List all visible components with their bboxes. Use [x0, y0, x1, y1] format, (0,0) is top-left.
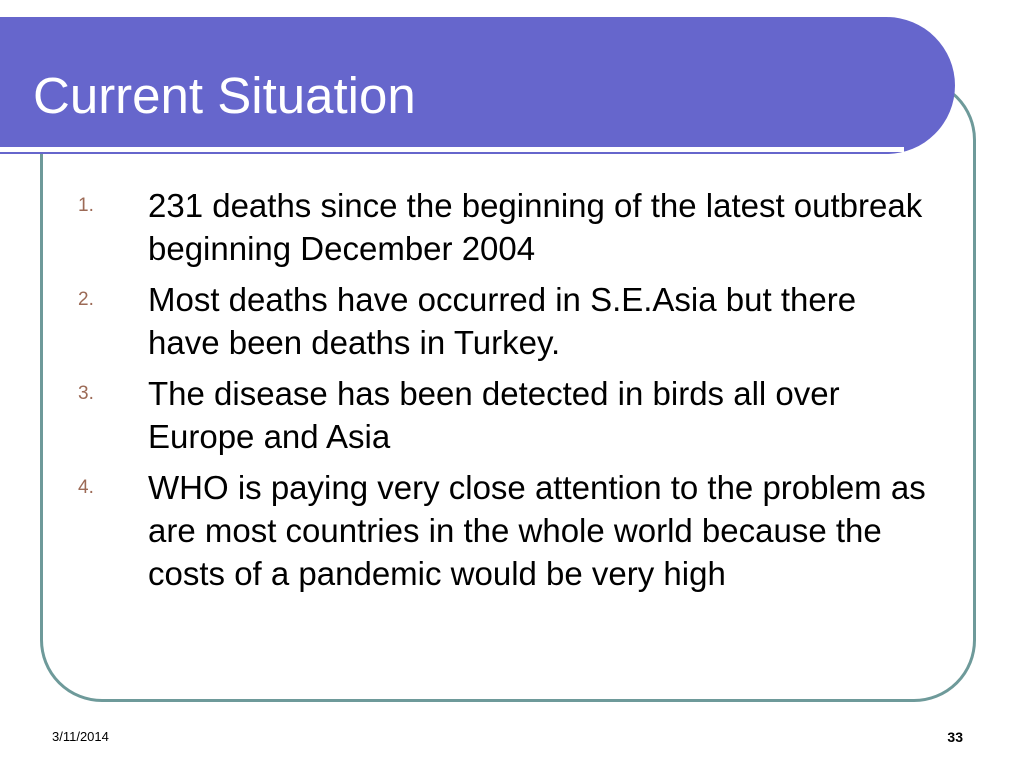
footer-date: 3/11/2014	[52, 729, 109, 744]
list-item	[72, 372, 932, 458]
list-item-number: 3.	[78, 383, 94, 404]
list-item-text: Most deaths have occurred in S.E.Asia but there have been deaths in Turkey.	[148, 281, 857, 361]
list-item	[72, 466, 932, 595]
list-item	[72, 184, 932, 270]
title-underline	[0, 147, 904, 152]
list-item-number: 2.	[78, 289, 94, 310]
list-item-number: 4.	[78, 477, 94, 498]
list-item-text: 231 deaths since the beginning of the latest outbreak beginning December 2004	[148, 187, 923, 267]
list-item-number: 1.	[78, 195, 94, 216]
list-item-text: WHO is paying very close attention to the problem as are most countries in the whole world because the costs of a pandemic would be very high	[148, 469, 926, 592]
title-bar	[0, 17, 955, 154]
bullet-list	[72, 184, 932, 603]
page-number: 33	[947, 729, 963, 745]
slide-title: Current Situation	[33, 67, 416, 124]
list-item-text: The disease has been detected in birds all over Europe and Asia	[148, 375, 840, 455]
list-item	[72, 278, 932, 364]
